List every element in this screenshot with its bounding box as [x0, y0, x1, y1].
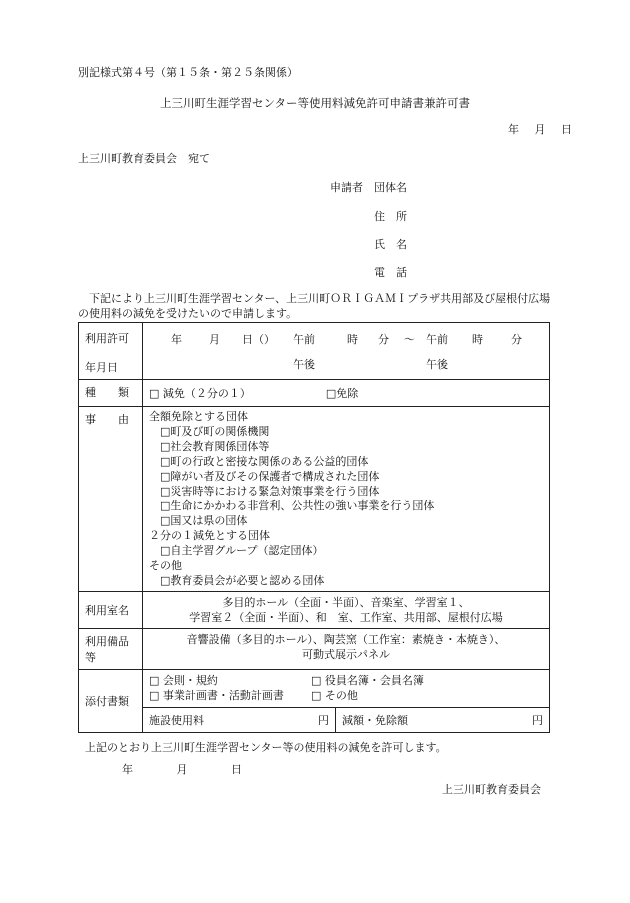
exemption-checkbox[interactable]: □免除 [325, 387, 359, 400]
form-number: 別記様式第４号（第１５条・第２５条関係） [78, 66, 298, 79]
applicant-name-row [330, 236, 407, 252]
rooms-label: 利用室名 [79, 591, 143, 628]
attachment-other-checkbox[interactable]: □ その他 [311, 689, 358, 703]
reduction-label: 減額・免除額 [342, 713, 408, 727]
reason-option[interactable]: □生命にかかわる非営利、公共性の強い事業を行う団体 [160, 499, 435, 513]
date-month: 月 [534, 123, 546, 136]
usage-date-field[interactable]: 年 月 日（ ） 午前 時 分 ～ 午前 時 分 午後 午後 [143, 323, 550, 380]
equipment-field[interactable]: 音響設備（多目的ホール）、陶芸窯（工作室：素焼き・本焼き）、 可動式展示パネル [143, 628, 550, 669]
attachments-row [79, 669, 550, 732]
equipment-row [79, 628, 550, 669]
other-heading: その他 [149, 559, 182, 573]
application-date [496, 121, 572, 137]
reason-list [143, 407, 550, 592]
reduction-half-checkbox[interactable]: □ 減免（２分の１） [149, 387, 251, 400]
kind-label: 種 類 [79, 380, 143, 407]
reduction-amount-field[interactable] [336, 708, 549, 732]
reason-option[interactable]: □社会教育関係団体等 [160, 439, 270, 453]
intro-text: 下記により上三川町生涯学習センター、上三川町ＯＲＩＧＡＭＩプラザ共用部及び屋根付広場の使用料の減免を受けたいので申請します。 [78, 292, 551, 320]
applicant-group-row [330, 179, 407, 195]
rooms-field[interactable]: 多目的ホール（全面・半面）、音楽室、学習室１、 学習室２（全面・半面）、和 室、工作室、共用部、屋根付広場 [143, 591, 550, 628]
usage-fee-field[interactable] [143, 708, 336, 732]
half-reduction-heading: ２分の１減免とする団体 [149, 529, 270, 543]
attachments-label: 添付書類 [79, 669, 143, 732]
group-name-label: 団体名 [374, 181, 407, 194]
yen-unit: 円 [532, 713, 543, 727]
reason-option[interactable]: □国又は県の団体 [160, 514, 248, 528]
phone-label: 電 話 [374, 266, 407, 279]
attachment-bylaws-checkbox[interactable]: □ 会則・規約 [149, 673, 218, 687]
equipment-label: 利用備品等 [79, 628, 143, 669]
usage-label-2: 年月日 [85, 361, 118, 374]
issuer: 上三川町教育委員会 [442, 783, 541, 796]
reason-option[interactable]: □町の行政と密接な関係のある公益的団体 [160, 454, 369, 468]
addressee: 上三川町教育委員会 宛て [78, 152, 210, 165]
kind-row [79, 380, 550, 407]
reason-option[interactable]: □障がい者及びその保護者で構成された団体 [160, 469, 380, 483]
application-form-table [78, 322, 550, 733]
approval-statement: 上記のとおり上三川町生涯学習センター等の使用料の減免を許可します。 [85, 741, 447, 754]
applicant-phone-row [330, 264, 407, 280]
applicant-address-row [330, 208, 407, 224]
reason-option[interactable]: □自主学習グループ（認定団体） [160, 544, 324, 558]
full-exemption-heading: 全額免除とする団体 [149, 410, 248, 423]
name-label: 氏 名 [374, 238, 407, 251]
reason-row [79, 407, 550, 592]
reason-option[interactable]: □災害時等における緊急対策事業を行う団体 [160, 484, 380, 498]
reason-option[interactable]: □町及び町の関係機関 [160, 424, 270, 438]
address-label: 住 所 [374, 210, 407, 223]
date-day: 日 [561, 123, 572, 136]
attachment-plan-checkbox[interactable]: □ 事業計画書・活動計画書 [149, 689, 284, 703]
reason-label: 事 由 [79, 407, 143, 592]
attachment-roster-checkbox[interactable]: □ 役員名簿・会員名簿 [311, 673, 424, 687]
yen-unit: 円 [318, 713, 329, 727]
usage-date-row [79, 323, 550, 380]
rooms-row [79, 591, 550, 628]
usage-fee-label: 施設使用料 [149, 713, 204, 727]
reason-option[interactable]: □教育委員会が必要と認める団体 [160, 573, 325, 587]
applicant-label: 申請者 [330, 181, 363, 194]
document-title: 上三川町生涯学習センター等使用料減免許可申請書兼許可書 [159, 96, 471, 110]
usage-label-1: 利用許可 [85, 332, 129, 345]
approval-date: 年 月 日 [122, 763, 242, 776]
date-year: 年 [508, 123, 519, 136]
